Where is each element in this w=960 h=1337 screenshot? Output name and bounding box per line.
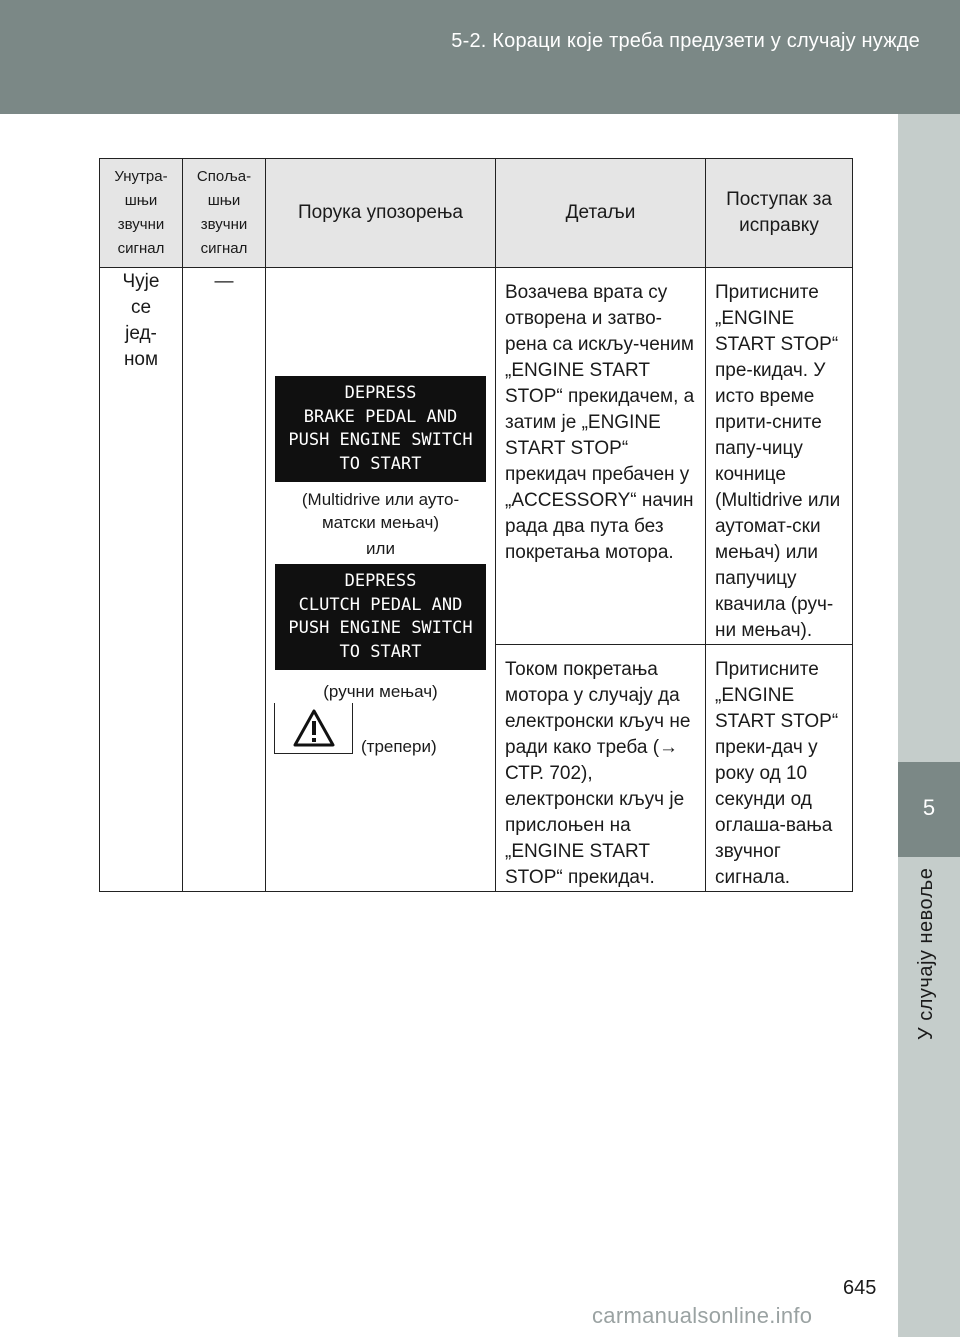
side-tab [898,114,960,1337]
header-warning-message: Порука упозорења [266,159,496,268]
action-cell-2: Притисните „ENGINE START STOP“ преки-дач у року од 10 секунди од оглаша-вања звучног сигнала. [706,645,853,892]
caption-or: или [366,539,395,558]
caption-manual: (ручни мењач) [323,682,438,701]
details-cell-1: Возачева врата су отворена и затво-рена са искљу-ченим „ENGINE START STOP“ прекидачем, а затим је „ENGINE START STOP“ прекидач пребачен у „ACCESSORY“ начин рада два пута без покретања мотора. [496,268,706,645]
action-cell-1: Притисните „ENGINE START STOP“ пре-кидач. У исто време прити-сните папу-чицу кочнице (Multidrive или аутомат-ски мењач) или папучицу квачила (руч-ни мењач). [706,268,853,645]
caption-flashing: (трепери) [361,737,437,756]
warning-triangle-icon [274,703,353,754]
page-number: 645 [843,1277,877,1299]
table-row [100,268,853,645]
warning-table [99,158,853,892]
outside-buzzer-cell: — [183,268,266,892]
details-cell-2: Током покретања мотора у случају да електронски кључ не ради како треба (→ СТР. 702), електронски кључ је прислоњен на „ENGINE START STOP“ прекидач. [496,645,706,892]
inside-buzzer-cell: Чује се јед- ном [100,268,183,892]
chapter-number: 5 [922,795,936,820]
watermark: carmanualsonline.info [592,1303,813,1328]
header-inside-buzzer: Унутра- шњи звучни сигнал [100,159,183,268]
header-bar [0,0,960,114]
table-header-row [100,159,853,268]
header-correction-procedure: Поступак за исправку [706,159,853,268]
display-message-manual: DEPRESS CLUTCH PEDAL AND PUSH ENGINE SWITCH TO START [275,564,486,670]
message-cell [266,268,496,892]
display-message-automatic: DEPRESS BRAKE PEDAL AND PUSH ENGINE SWITCH TO START [275,376,486,482]
header-outside-buzzer: Споља- шњи звучни сигнал [183,159,266,268]
caption-automatic: (Multidrive или ауто- матски мењач) [301,490,460,532]
chapter-title: У случају невоље [915,868,937,1041]
section-title: 5-2. Кораци које треба предузети у случају нужде [451,30,920,52]
header-details: Детаљи [496,159,706,268]
warning-icon-row [274,703,495,754]
